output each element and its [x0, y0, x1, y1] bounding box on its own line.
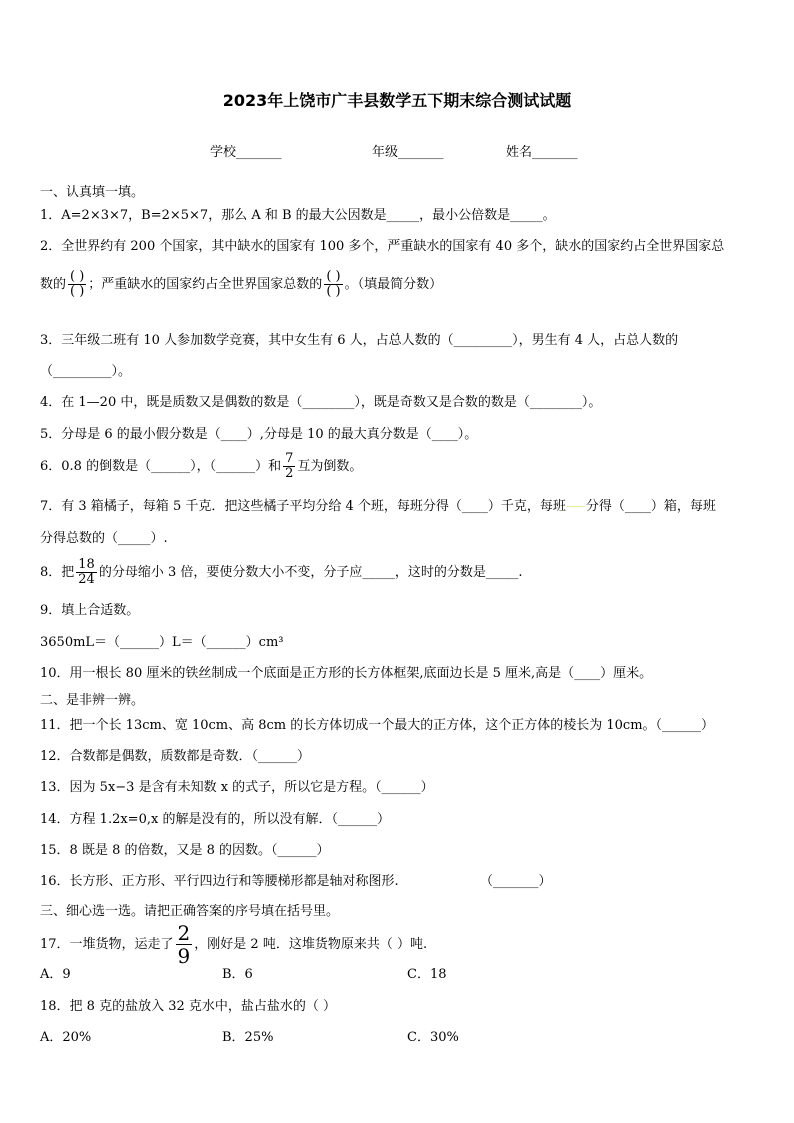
- grade-field[interactable]: 年级_______: [372, 145, 444, 160]
- q6-fraction: [283, 452, 295, 481]
- question-9-line-2: 3650mL＝（______）L＝（______）cm³: [40, 635, 284, 650]
- q17-text-a: 17．一堆货物，运走了: [40, 937, 174, 952]
- question-9-line-1: 9．填上合适数。: [40, 603, 140, 618]
- question-4: 4．在 1—20 中，既是质数又是偶数的数是（________），既是奇数又是合数的数是（________）。: [40, 395, 602, 410]
- q8-fraction: [76, 558, 97, 587]
- q8-fraction-den: 24: [78, 572, 95, 587]
- q17-option-b[interactable]: B．6: [222, 967, 253, 982]
- q6-text-a: 6．0.8 的倒数是（______），（______）和: [40, 459, 282, 474]
- q18-option-a[interactable]: A．20%: [40, 1030, 92, 1045]
- q17-option-c[interactable]: C．18: [407, 967, 447, 982]
- question-7-line-1: [40, 498, 716, 516]
- question-2-line-2: [40, 270, 442, 299]
- question-7-line-2: 分得总数的（_____）.: [40, 531, 168, 546]
- q2-fraction-1: [68, 270, 86, 299]
- q2-text-b: ；严重缺水的国家约占全世界国家总数的: [88, 277, 323, 292]
- q17-fraction: [176, 922, 193, 967]
- question-8: [40, 558, 523, 587]
- page-title: 2023年上饶市广丰县数学五下期末综合测试试题: [222, 91, 572, 110]
- q2-fraction-2: [324, 270, 342, 299]
- q2-fraction-1-den[interactable]: ( ): [70, 284, 85, 299]
- question-12: 12．合数都是偶数，质数都是奇数．（______）: [40, 749, 311, 764]
- question-2-line-1: 2．全世界约有 200 个国家，其中缺水的国家有 100 多个，严重缺水的国家有 40 多个，缺水的国家约占全世界国家总: [40, 239, 725, 254]
- q17-option-a[interactable]: A．9: [40, 967, 71, 982]
- q18-option-c[interactable]: C．30%: [407, 1030, 459, 1045]
- q2-fraction-2-den[interactable]: ( ): [326, 284, 341, 299]
- q17-text-b: ，刚好是 2 吨．这堆货物原来共（ ）吨.: [194, 937, 428, 952]
- question-3-line-2: （_________）。: [40, 364, 132, 379]
- question-15: 15．8 既是 8 的倍数，又是 8 的因数。（______）: [40, 843, 330, 858]
- q2-text-a: 数的: [40, 277, 67, 292]
- q6-fraction-num: 7: [285, 451, 294, 466]
- question-6: [40, 452, 362, 481]
- question-13: 13．因为 5x−3 是含有未知数 x 的式子，所以它是方程。（______）: [40, 780, 434, 795]
- highlight-mark: [567, 506, 585, 507]
- q2-text-c: 。（填最简分数）: [344, 277, 443, 292]
- q17-fraction-den: 9: [177, 944, 191, 968]
- q18-option-b[interactable]: B．25%: [222, 1030, 274, 1045]
- question-14: 14．方程 1.2x=0,x 的解是没有的，所以没有解．（______）: [40, 812, 390, 827]
- question-5: 5．分母是 6 的最小假分数是（____）,分母是 10 的最大真分数是（____）。: [40, 427, 478, 442]
- q8-text-b: 的分母缩小 3 倍，要使分数大小不变，分子应_____，这时的分数是_____.: [98, 565, 523, 580]
- q6-fraction-den: 2: [285, 466, 294, 481]
- q7-text-b: 分得（____）箱，每班: [585, 499, 716, 514]
- question-16: 16．长方形、正方形、平行四边行和等腰梯形都是轴对称图形.: [40, 874, 399, 889]
- q8-text-a: 8．把: [40, 565, 75, 580]
- q8-fraction-num: 18: [78, 557, 95, 572]
- question-17: [40, 922, 427, 967]
- question-11: 11．把一个长 13cm、宽 10cm、高 8cm 的长方体切成一个最大的正方体，这个正方体的棱长为 10cm。（______）: [40, 718, 715, 733]
- section-heading-3: 三、细心选一选。请把正确答案的序号填在括号里。: [40, 904, 340, 919]
- school-field[interactable]: 学校_______: [210, 145, 282, 160]
- question-18: 18．把 8 克的盐放入 32 克水中，盐占盐水的（ ）: [40, 999, 337, 1014]
- q2-fraction-1-num[interactable]: ( ): [70, 269, 85, 284]
- name-field[interactable]: 姓名_______: [506, 145, 578, 160]
- question-1: 1．A=2×3×7，B=2×5×7，那么 A 和 B 的最大公因数是_____，最小公倍数是_____。: [40, 208, 556, 223]
- q2-fraction-2-num[interactable]: ( ): [326, 269, 341, 284]
- q6-text-b: 互为倒数。: [297, 459, 363, 474]
- question-3-line-1: 3．三年级二班有 10 人参加数学竞赛，其中女生有 6 人，占总人数的（_________），男生有 4 人，占总人数的: [40, 333, 679, 348]
- question-16-answer[interactable]: （_______）: [480, 874, 552, 889]
- question-10: 10．用一根长 80 厘米的铁丝制成一个底面是正方形的长方体框架,底面边长是 5 厘米,高是（____）厘米。: [40, 666, 653, 681]
- q7-text-a: 7．有 3 箱橘子，每箱 5 千克．把这些橘子平均分给 4 个班，每班分得（____）千克，每班: [40, 499, 566, 514]
- section-heading-2: 二、是非辨一辨。: [40, 693, 145, 708]
- section-heading-1: 一、认真填一填。: [40, 185, 145, 200]
- q17-fraction-num: 2: [177, 921, 191, 945]
